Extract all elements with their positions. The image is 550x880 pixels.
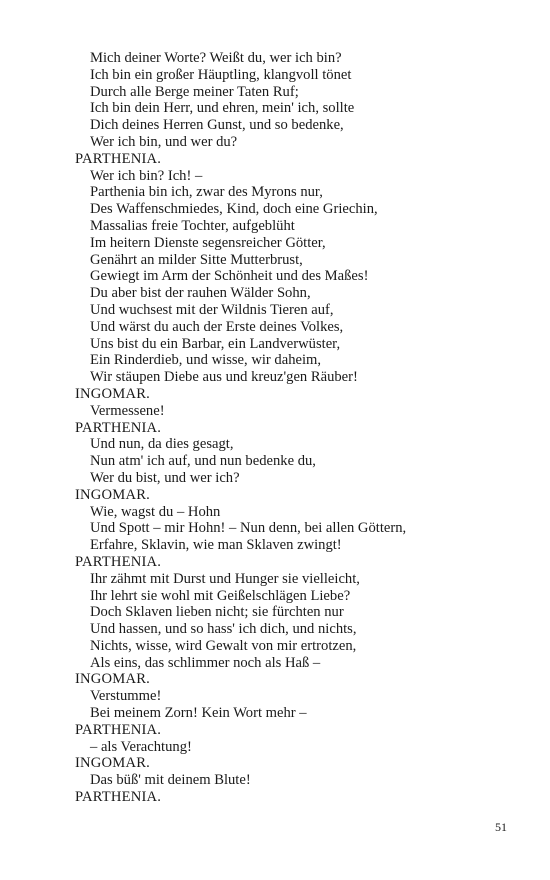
verse-line: Im heitern Dienste segensreicher Götter,	[90, 234, 326, 251]
speaker-name: INGOMAR.	[75, 486, 150, 503]
verse-line: Des Waffenschmiedes, Kind, doch eine Griechin,	[90, 201, 378, 218]
verse-line: Doch Sklaven lieben nicht; sie fürchten nur	[90, 604, 344, 621]
verse-line: Parthenia bin ich, zwar des Myrons nur,	[90, 184, 323, 201]
verse-line: Nichts, wisse, wird Gewalt von mir ertrotzen,	[90, 637, 357, 654]
verse-line: Erfahre, Sklavin, wie man Sklaven zwingt!	[90, 537, 342, 554]
speaker-name: INGOMAR.	[75, 671, 150, 688]
verse-line: Ihr lehrt sie wohl mit Geißelschlägen Liebe?	[90, 587, 351, 604]
verse-line: Gewiegt im Arm der Schönheit und des Maßes!	[90, 268, 369, 285]
verse-line: Du aber bist der rauhen Wälder Sohn,	[90, 285, 311, 302]
page-number: 51	[495, 820, 507, 834]
verse-line: Vermessene!	[90, 402, 165, 419]
verse-line: Als eins, das schlimmer noch als Haß –	[90, 654, 321, 671]
verse-line: Und hassen, und so hass' ich dich, und nichts,	[90, 621, 357, 638]
verse-line: Bei meinem Zorn! Kein Wort mehr –	[90, 705, 307, 722]
verse-line: Das büß' mit deinem Blute!	[90, 772, 251, 789]
speaker-name: INGOMAR.	[75, 755, 150, 772]
verse-line: Und nun, da dies gesagt,	[90, 436, 234, 453]
speaker-name: PARTHENIA.	[75, 419, 162, 436]
verse-line: Ihr zähmt mit Durst und Hunger sie vielleicht,	[90, 570, 360, 587]
verse-line: Ich bin dein Herr, und ehren, mein' ich, sollte	[90, 100, 355, 117]
speaker-name: PARTHENIA.	[75, 721, 162, 738]
speaker-name: PARTHENIA.	[75, 789, 162, 806]
speaker-name: INGOMAR.	[75, 385, 150, 402]
verse-line: Wie, wagst du – Hohn	[90, 503, 221, 520]
verse-line: Und wärst du auch der Erste deines Volkes,	[90, 318, 344, 335]
verse-line: Nun atm' ich auf, und nun bedenke du,	[90, 453, 316, 470]
verse-line: Durch alle Berge meiner Taten Ruf;	[90, 83, 299, 100]
verse-line: Und wuchsest mit der Wildnis Tieren auf,	[90, 301, 334, 318]
speaker-name: PARTHENIA.	[75, 553, 162, 570]
verse-line: Dich deines Herren Gunst, und so bedenke,	[90, 117, 344, 134]
verse-line: Massalias freie Tochter, aufgeblüht	[90, 217, 295, 234]
verse-line: Wer du bist, und wer ich?	[90, 469, 240, 486]
play-text	[75, 50, 515, 806]
verse-line: Wer ich bin? Ich! –	[90, 167, 203, 184]
verse-line: Genährt an milder Sitte Mutterbrust,	[90, 251, 303, 268]
verse-line: Ein Rinderdieb, und wisse, wir daheim,	[90, 352, 322, 369]
verse-line: Ich bin ein großer Häuptling, klangvoll tönet	[90, 66, 352, 83]
verse-line: Wer ich bin, und wer du?	[90, 133, 238, 150]
verse-line: Und Spott – mir Hohn! – Nun denn, bei allen Göttern,	[90, 520, 407, 537]
verse-line: Uns bist du ein Barbar, ein Landverwüster,	[90, 335, 341, 352]
verse-line: – als Verachtung!	[90, 738, 192, 755]
verse-line: Wir stäupen Diebe aus und kreuz'gen Räuber!	[90, 369, 358, 386]
verse-line: Verstumme!	[90, 688, 162, 705]
speaker-name: PARTHENIA.	[75, 150, 162, 167]
verse-line: Mich deiner Worte? Weißt du, wer ich bin?	[90, 50, 342, 66]
